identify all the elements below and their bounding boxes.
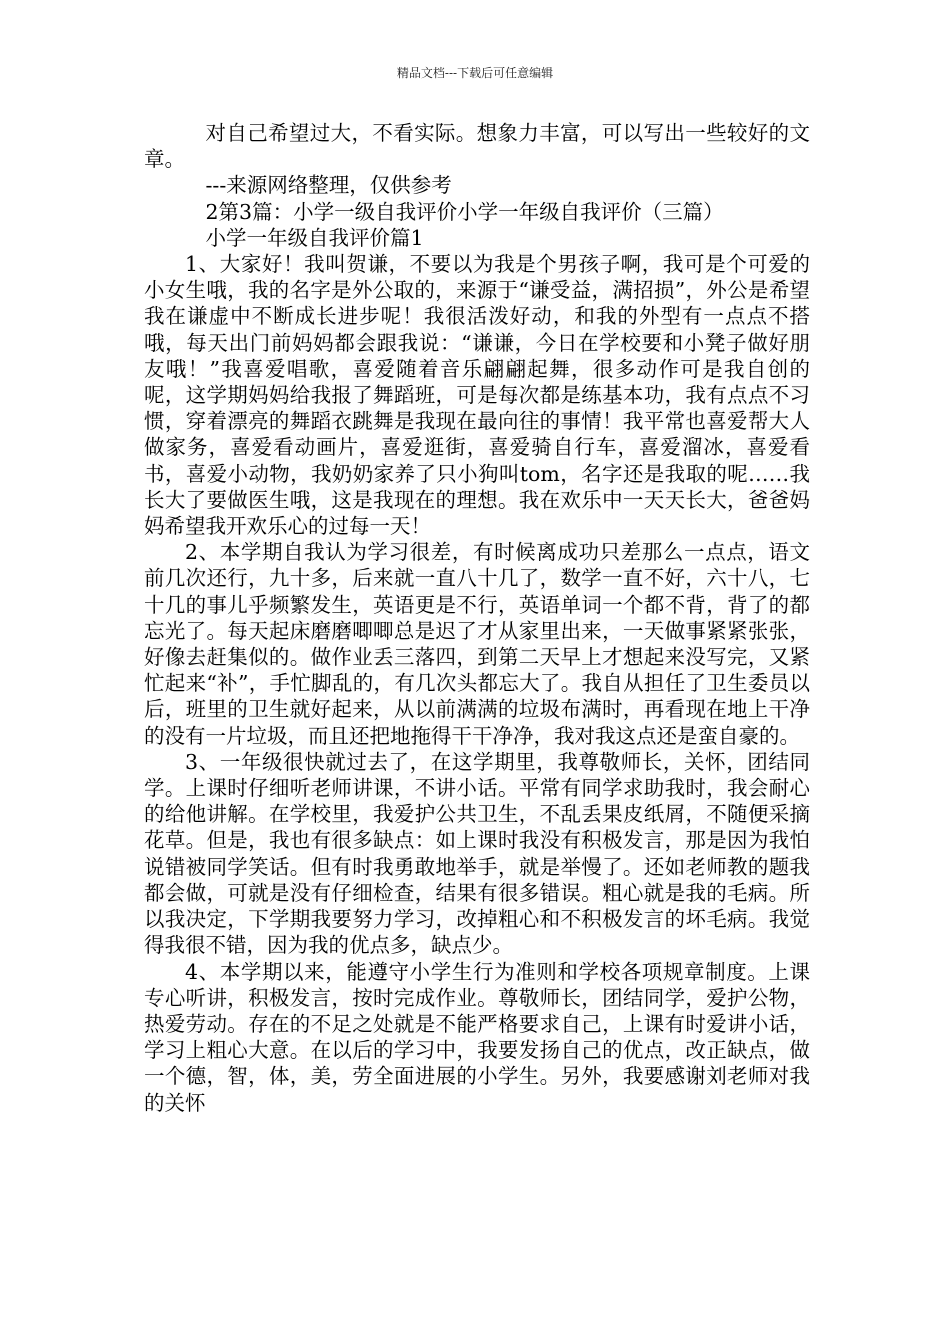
source-note: ---来源网络整理，仅供参考: [205, 173, 452, 198]
document-body: [144, 120, 810, 1116]
paragraph-continuation: 对自己希望过大，不看实际。想象力丰富，可以写出一些较好的文章。: [144, 121, 810, 172]
page-header: 精品文档---下载后可任意编辑: [396, 66, 554, 80]
paragraph-1: 1、大家好！我叫贺谦，不要以为我是个男孩子啊，我可是个可爱的小女生哦，我的名字是外公取的，来源于“谦受益，满招损”，外公是希望我在谦虚中不断成长进步呢！我很活泼好动，和我的外型有一点点不搭哦，每天出门前妈妈都会跟我说：“谦谦，今日在学校要和小凳子做好朋友哦！”我喜爱唱歌，喜爱随着音乐翩翩起舞，很多动作可是我自创的呢，这学期妈妈给我报了舞蹈班，可是每次都是练基本功，我有点点不习惯，穿着漂亮的舞蹈衣跳舞是我现在最向往的事情！我平常也喜爱帮大人做家务，喜爱看动画片，喜爱逛街，喜爱骑自行车，喜爱溜冰，喜爱看书，喜爱小动物，我奶奶家养了只小狗叫tom，名字还是我取的呢……我长大了要做医生哦，这是我现在的理想。我在欢乐中一天天长大，爸爸妈妈希望我开欢乐心的过每一天！: [144, 252, 810, 539]
section-title: 2第3篇：小学一级自我评价小学一年级自我评价（三篇）: [205, 199, 724, 224]
paragraph-2: 2、本学期自我认为学习很差，有时候离成功只差那么一点点，语文前几次还行，九十多，后来就一直八十几了，数学一直不好，六十八，七十几的事儿乎频繁发生，英语更是不行，英语单词一个都不背，背了的都忘光了。每天起床磨磨唧唧总是迟了才从家里出来，一天做事紧紧张张，好像去赶集似的。做作业丢三落四，到第二天早上才想起来没写完，又紧忙起来“补”，手忙脚乱的，有几次头都忘大了。我自从担任了卫生委员以后，班里的卫生就好起来，从以前满满的垃圾布满时，再看现在地上干净的没有一片垃圾，而且还把地拖得干干净净，我对我这点还是蛮自豪的。: [144, 540, 810, 748]
subsection-title: 小学一年级自我评价篇1: [205, 225, 424, 250]
paragraph-4: 4、本学期以来，能遵守小学生行为准则和学校各项规章制度。上课专心听讲，积极发言，按时完成作业。尊敬师长，团结同学，爱护公物，热爱劳动。存在的不足之处就是不能严格要求自己，上课有时爱讲小话，学习上粗心大意。在以后的学习中，我要发扬自己的优点，改正缺点，做一个德，智，体，美，劳全面进展的小学生。另外，我要感谢刘老师对我的关怀: [144, 959, 810, 1115]
paragraph-3: 3、一年级很快就过去了，在这学期里，我尊敬师长，关怀，团结同学。上课时仔细听老师讲课，不讲小话。平常有同学求助我时，我会耐心的给他讲解。在学校里，我爱护公共卫生，不乱丢果皮纸屑，不随便采摘花草。但是，我也有很多缺点：如上课时我没有积极发言，那是因为我怕说错被同学笑话。但有时我勇敢地举手，就是举慢了。还如老师教的题我都会做，可就是没有仔细检查，结果有很多错误。粗心就是我的毛病。所以我决定，下学期我要努力学习，改掉粗心和不积极发言的坏毛病。我觉得我很不错，因为我的优点多，缺点少。: [144, 749, 810, 958]
